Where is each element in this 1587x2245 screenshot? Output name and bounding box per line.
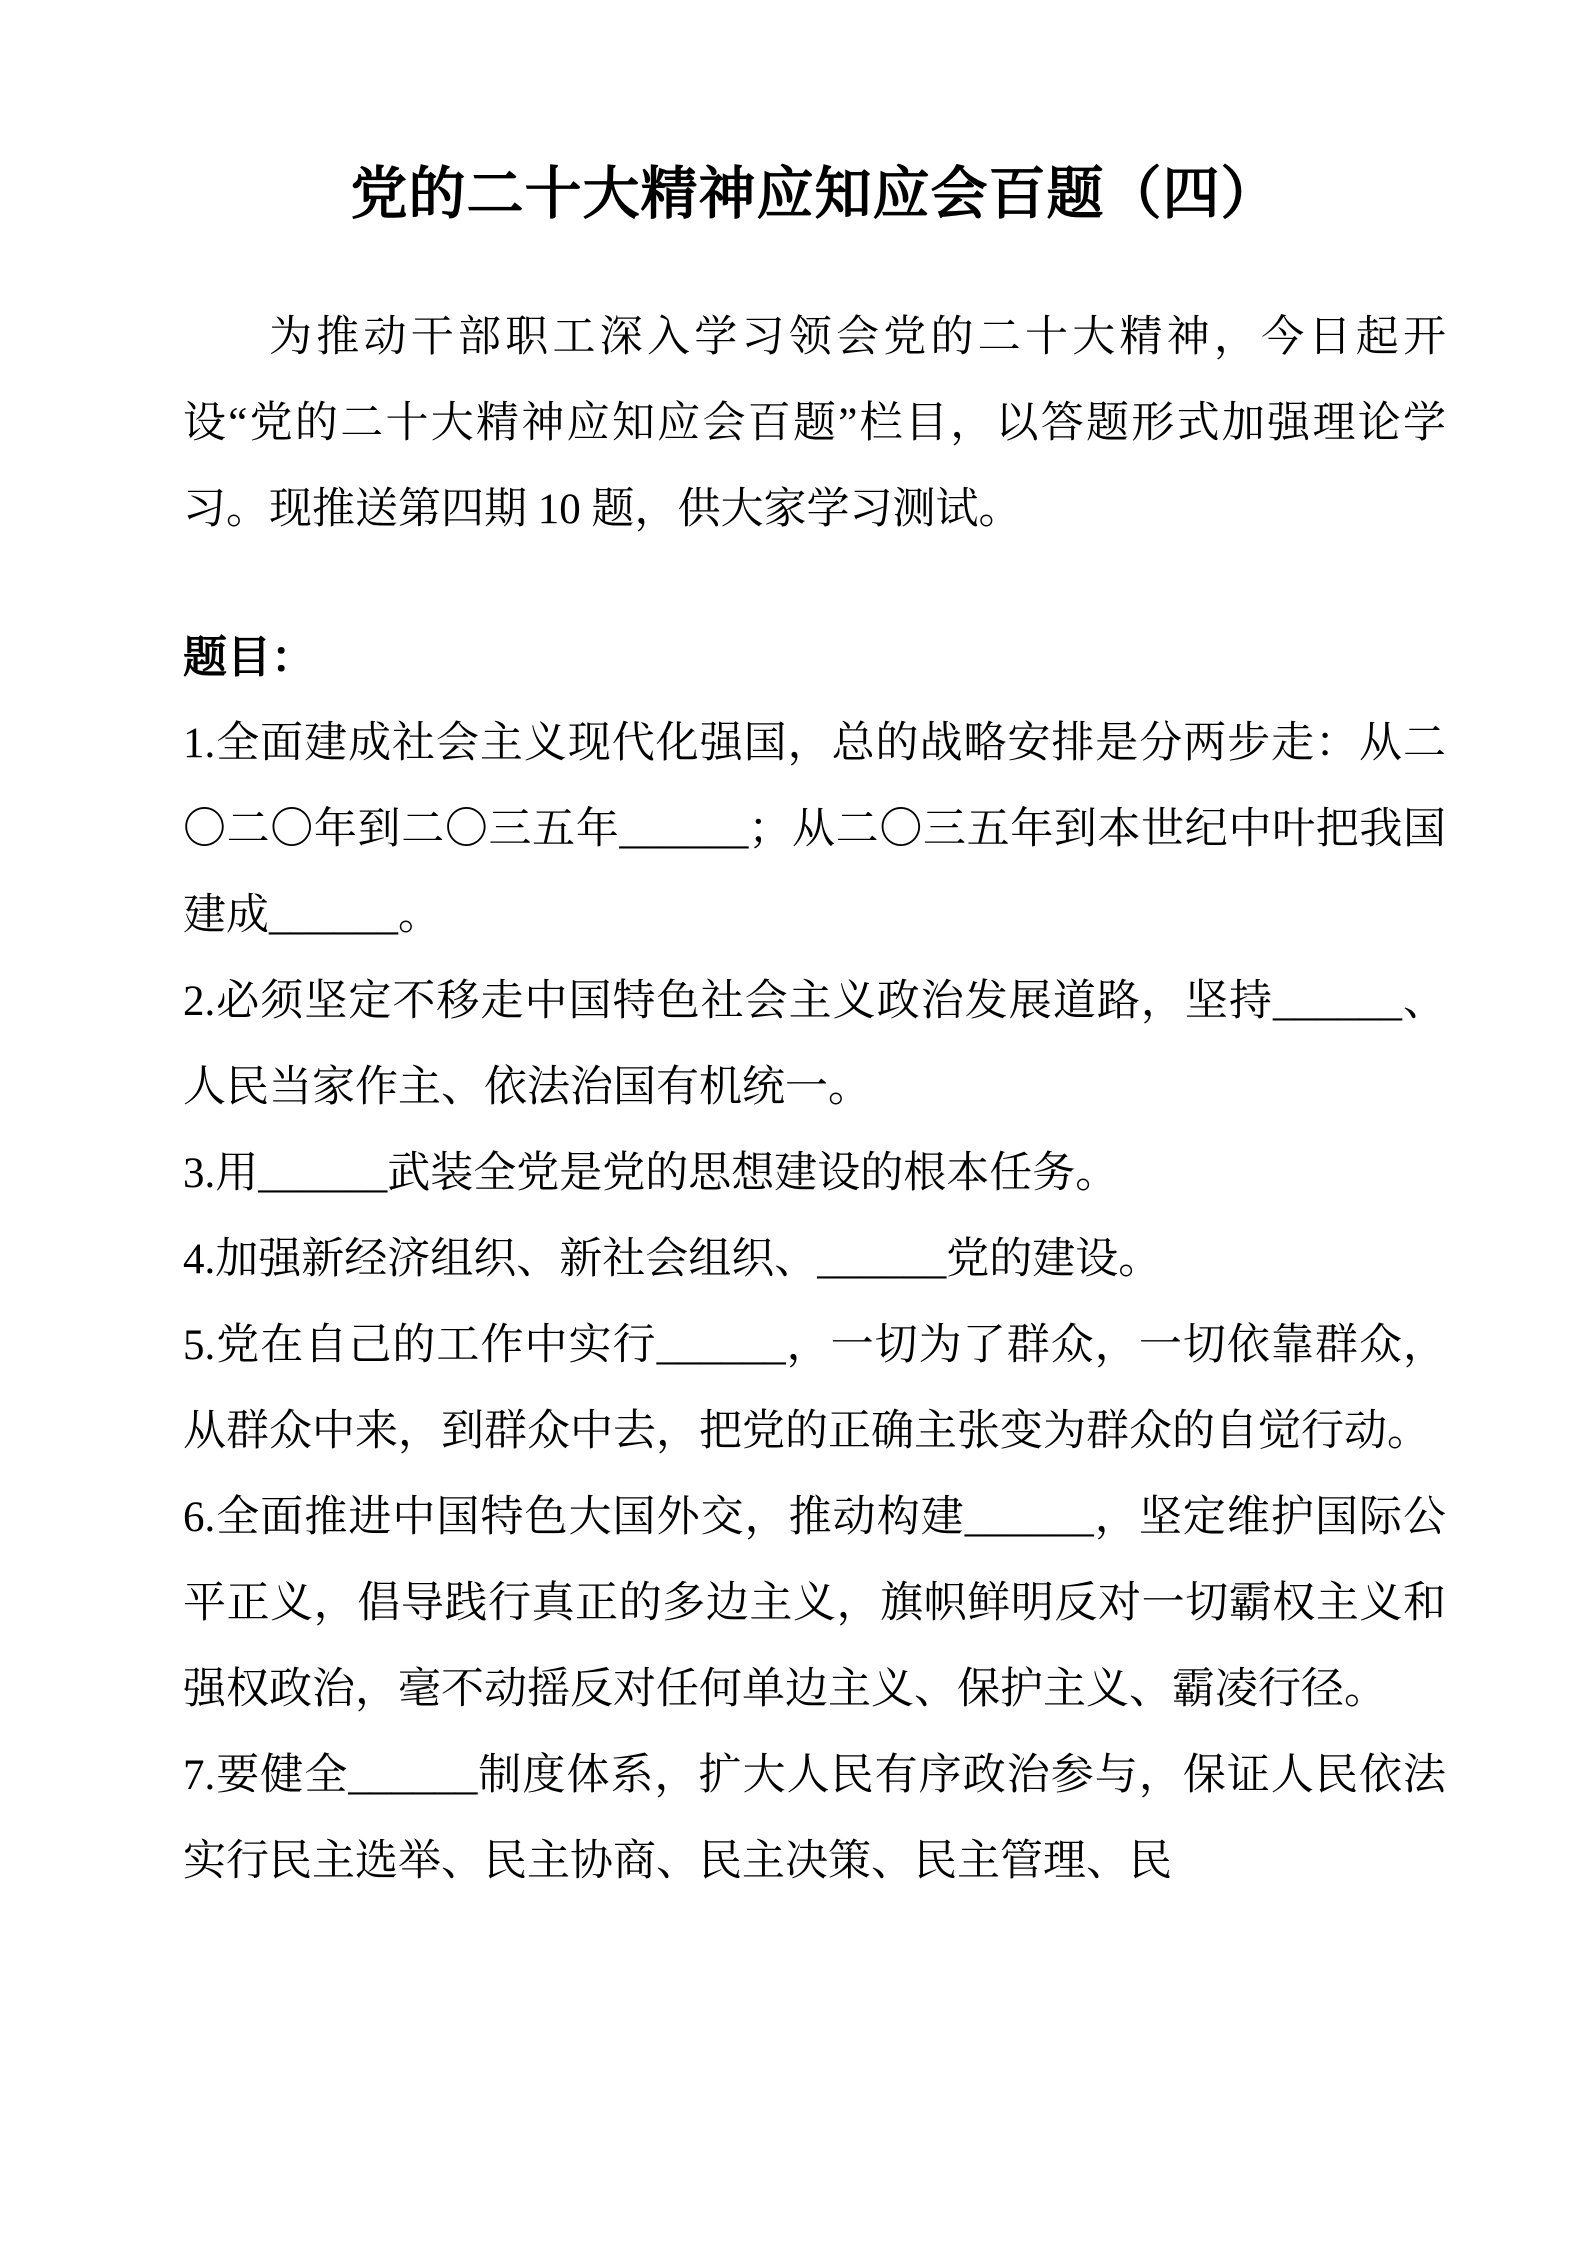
question-item-2: 2.必须坚定不移走中国特色社会主义政治发展道路，坚持______、人民当家作主、依法治国有机统一。 bbox=[183, 978, 1446, 1111]
question-item-4: 4.加强新经济组织、新社会组织、______党的建设。 bbox=[183, 1236, 1162, 1283]
question-item-3: 3.用______武装全党是党的思想建设的根本任务。 bbox=[183, 1150, 1119, 1197]
questions-section-label: 题目： bbox=[183, 633, 315, 682]
question-item-6: 6.全面推进中国特色大国外交，推动构建______，坚定维护国际公平正义，倡导践行真正的多边主义，旗帜鲜明反对一切霸权主义和强权政治，毫不动摇反对任何单边主义、保护主义、霸凌行径。 bbox=[183, 1494, 1446, 1713]
question-item-5: 5.党在自己的工作中实行______，一切为了群众，一切依靠群众，从群众中来，到群众中去，把党的正确主张变为群众的自觉行动。 bbox=[183, 1322, 1446, 1455]
question-item-1: 1.全面建成社会主义现代化强国，总的战略安排是分两步走：从二〇二〇年到二〇三五年______；从二〇三五年到本世纪中叶把我国建成______。 bbox=[183, 720, 1446, 939]
intro-paragraph: 为推动干部职工深入学习领会党的二十大精神，今日起开设“党的二十大精神应知应会百题”栏目，以答题形式加强理论学习。现推送第四期 10 题，供大家学习测试。 bbox=[183, 314, 1446, 533]
question-item-7: 7.要健全______制度体系，扩大人民有序政治参与，保证人民依法实行民主选举、民主协商、民主决策、民主管理、民 bbox=[183, 1752, 1446, 1885]
document-title: 党的二十大精神应知应会百题（四） bbox=[350, 163, 1279, 226]
